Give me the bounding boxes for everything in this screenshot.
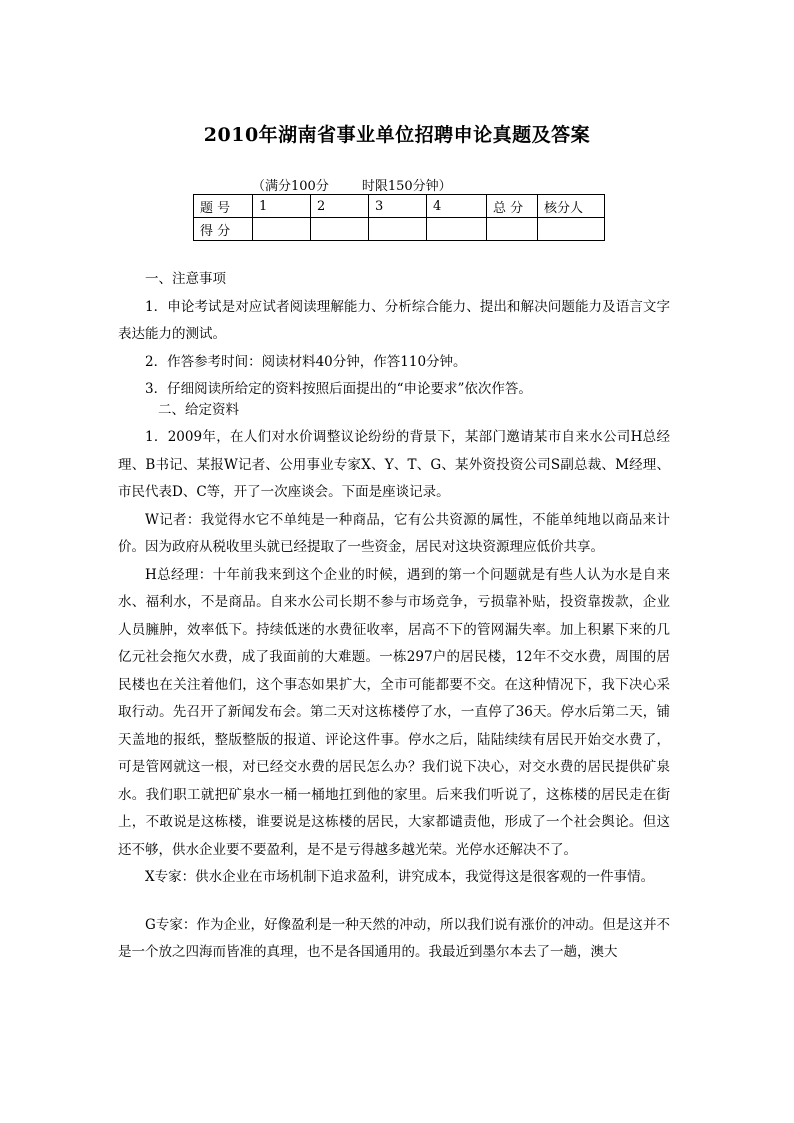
notice-item: 2．作答参考时间：阅读材料40分钟，作答110分钟。 [145,353,467,370]
score-table [193,194,605,241]
material-paragraph: W记者：我觉得水它不单纯是一种商品，它有公共资源的属性，不能单纯地以商品来计价。因为政府从税收里头就已经提取了一些资金，居民对这块资源理应低价共享。 [118,511,670,555]
document-body [118,266,670,967]
page-title: 2010年湖南省事业单位招聘申论真题及答案 [203,124,591,146]
exam-info: （满分100分 时限150分钟） [252,179,452,194]
table-cell: 得 分 [194,218,253,241]
table-row [194,195,605,218]
table-row [194,218,605,241]
score-input-cell[interactable] [369,218,427,241]
score-input-cell[interactable] [253,218,311,241]
material-paragraph: X专家：供水企业在市场机制下追求盈利，讲究成本，我觉得这是很客观的一件事情。 [145,869,655,885]
material-paragraph: G专家：作为企业，好像盈利是一种天然的冲动，所以我们说有涨价的冲动。但是这并不是一个放之四海而皆准的真理，也不是各国通用的。我最近到墨尔本去了一趟，澳大 [118,916,670,960]
table-cell: 2 [311,195,369,218]
notice-item: 3．仔细阅读所给定的资料按照后面提出的“申论要求”依次作答。 [145,381,532,397]
score-input-cell[interactable] [538,218,605,241]
table-cell: 3 [369,195,427,218]
material-paragraph: H总经理：十年前我来到这个企业的时候，遇到的第一个问题就是有些人认为水是自来水、福利水，不是商品。自来水公司长期不参与市场竞争，亏损靠补贴，投资靠拨款，企业人员臃肿，效率低下。持续低迷的水费征收率，居高不下的管网漏失率。加上积累下来的几亿元社会拖欠水费，成了我面前的大难题。一栋297户的居民楼，12年不交水费，周围的居民楼也在关注着他们，这个事态如果扩大，全市可能都要不交。在这种情况下，我下决心采取行动。先召开了新闻发布会。第二天对这栋楼停了水，一直停了36天。停水后第二天，铺天盖地的报纸，整版整版的报道、评论这件事。停水之后，陆陆续续有居民开始交水费了，可是管网就这一根，对已经交水费的居民怎么办？我们说下决心，对交水费的居民提供矿泉水。我们职工就把矿泉水一桶一桶地扛到他的家里。后来我们听说了，这栋楼的居民走在街上，不敢说是这栋楼，谁要说是这栋楼的居民，大家都谴责他，形成了一个社会舆论。但这还不够，供水企业要不要盈利，是不是亏得越多越光荣。光停水还解决不了。 [118,566,670,858]
paragraph-gap [118,892,670,912]
table-cell: 1 [253,195,311,218]
section-heading: 二、给定资料 [158,401,239,418]
notice-item: 1．申论考试是对应试者阅读理解能力、分析综合能力、提出和解决问题能力及语言文字表达能力的测试。 [118,298,670,342]
section-heading: 一、注意事项 [145,271,226,287]
score-input-cell[interactable] [311,218,369,241]
table-cell: 题 号 [194,195,253,218]
material-paragraph: 1．2009年，在人们对水价调整议论纷纷的背景下，某部门邀请某市自来水公司H总经理、B书记、某报W记者、公用事业专家X、Y、T、G、某外资投资公司S副总裁、M经理、市民代表D、C等，开了一次座谈会。下面是座谈记录。 [118,429,670,500]
table-cell: 核分人 [538,195,605,218]
score-input-cell[interactable] [427,218,487,241]
table-cell: 总 分 [487,195,538,218]
table-cell: 4 [427,195,487,218]
score-input-cell[interactable] [487,218,538,241]
